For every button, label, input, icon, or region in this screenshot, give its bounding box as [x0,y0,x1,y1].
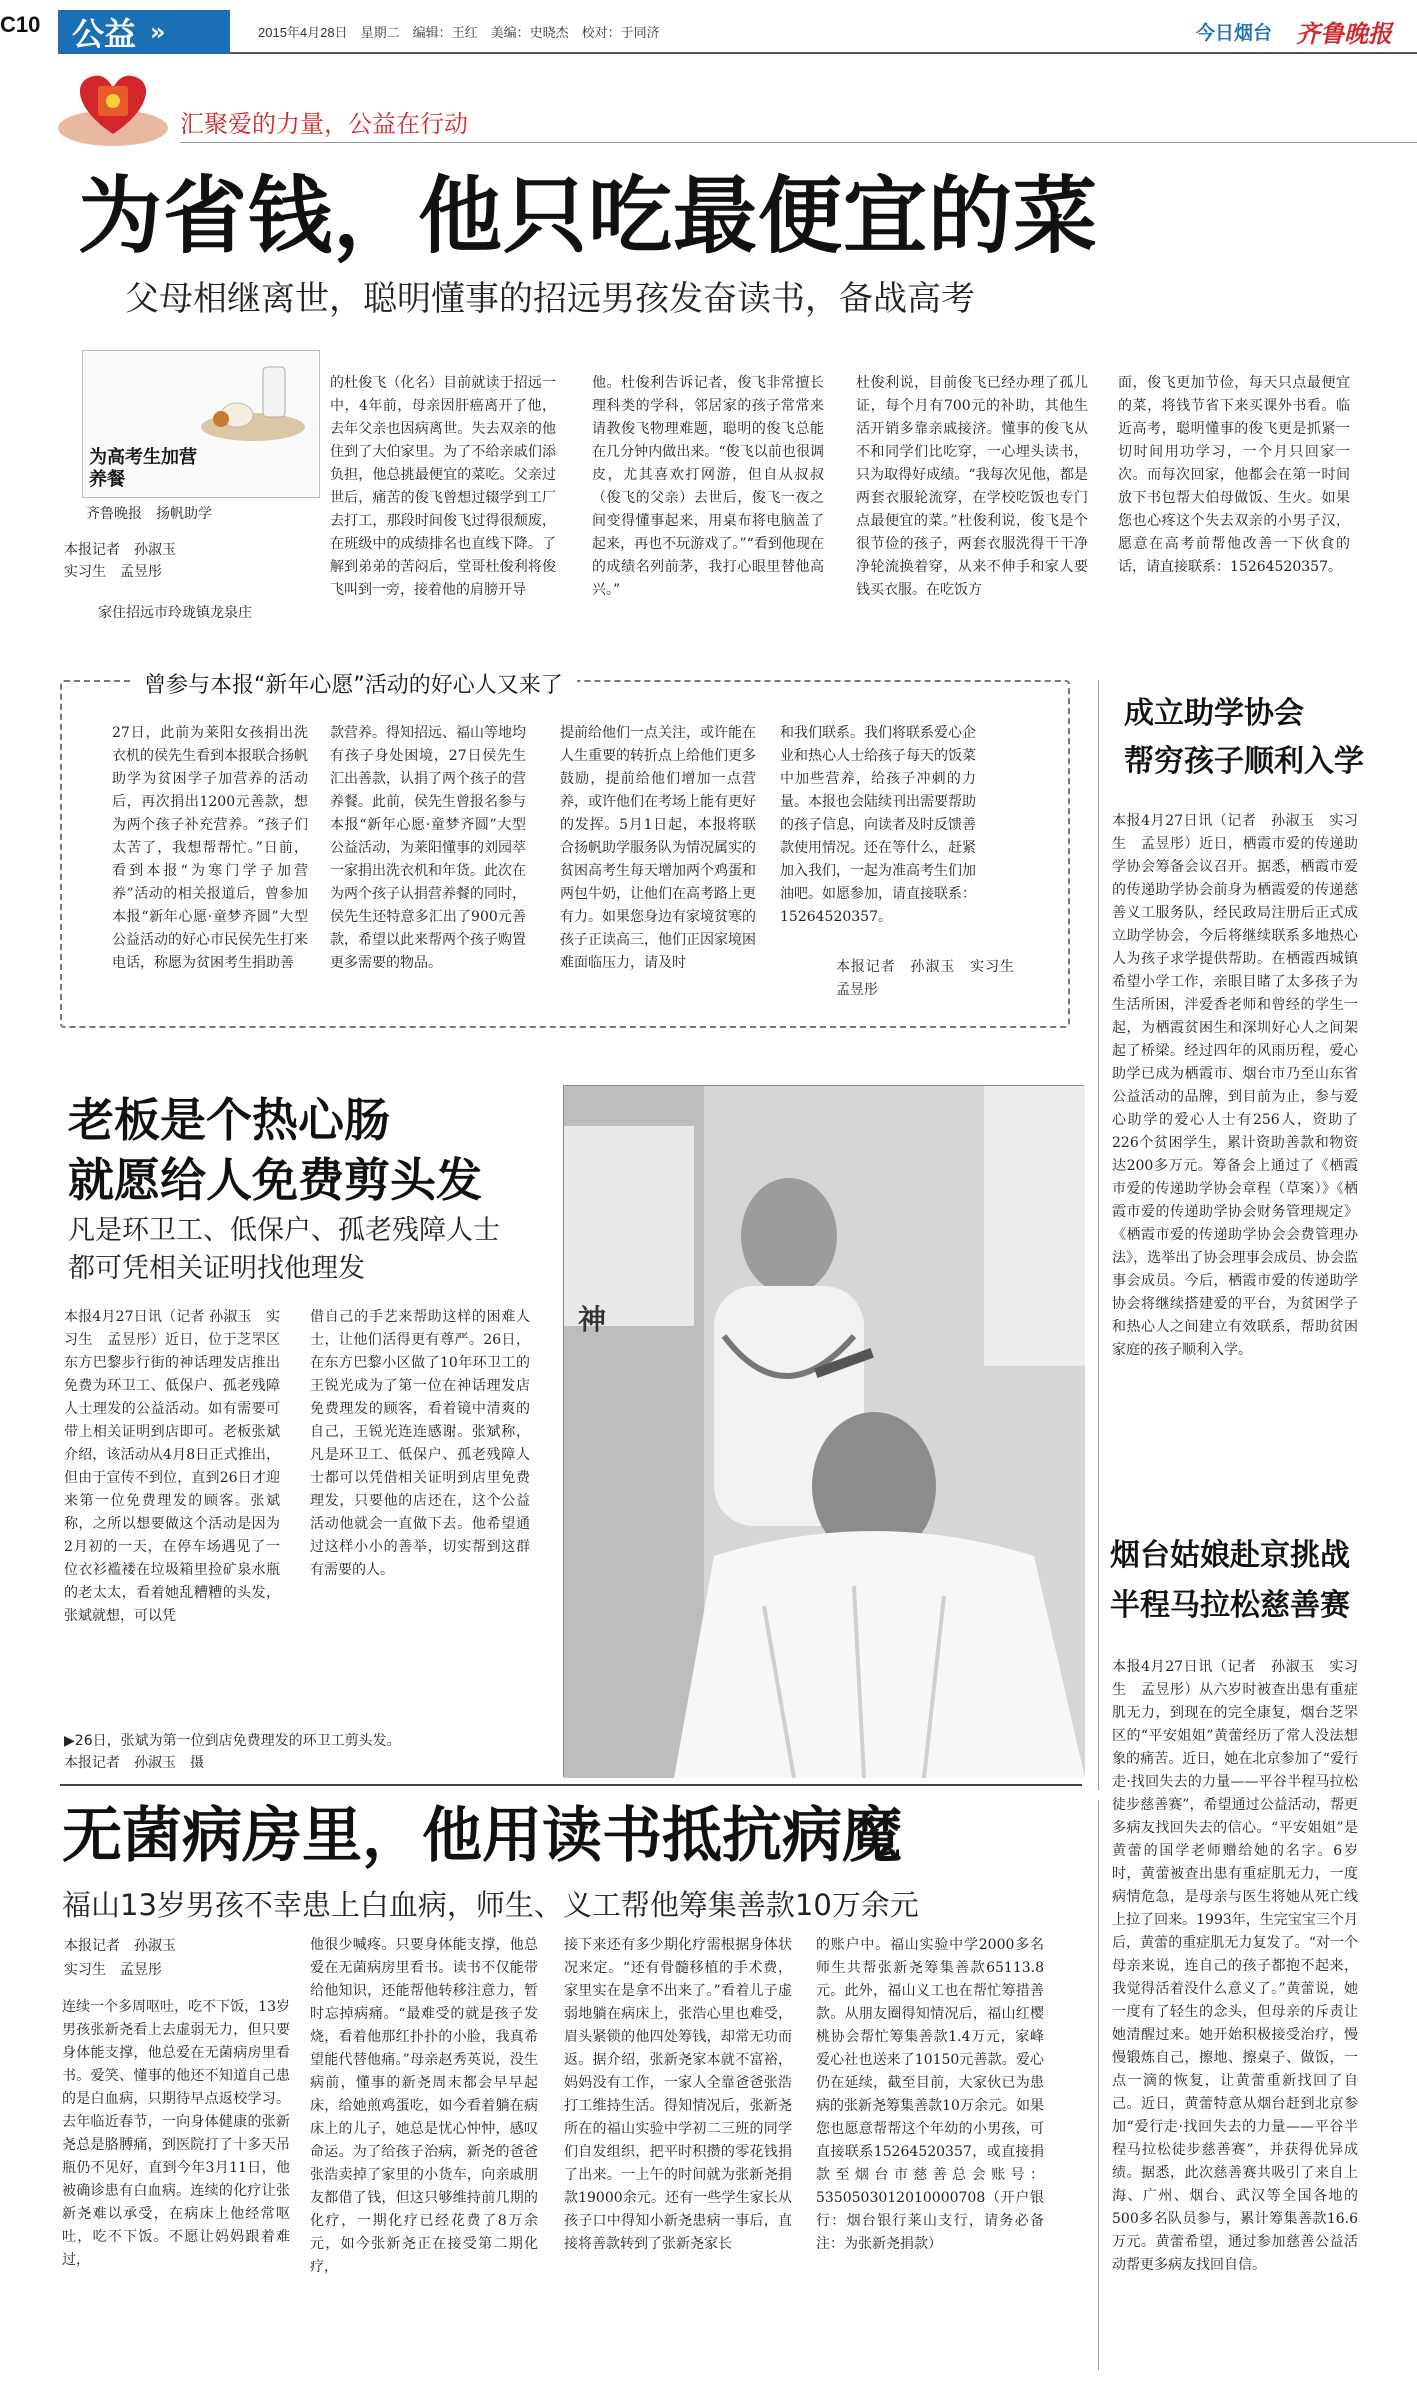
story6-col-4: 的账户中。福山实验中学2000多名师生共帮张新尧筹集善款65113.8元。此外，福山义工也在帮忙筹措善款。从朋友圈得知情况后，福山红樱桃协会帮忙筹集善款1.4万元，家峰爱心社也送来了10150元善款。爱心仍在延续，截至目前，大家伙已为患病的张新尧筹集善款10万余元。如果您也愿意帮帮这个年幼的小男孩，可直接联系15264520357，或直接捐款至烟台市慈善总会账号：5350503012010000708（开户银行：烟台银行莱山支行，请务必备注：为张新尧捐款） [816,1937,1044,2252]
section-label: 公益 [72,15,137,53]
paper-logo: 齐鲁晚报 [1296,19,1392,48]
story1-col-2: 他。杜俊利告诉记者，俊飞非常擅长理科类的学科，邻居家的孩子常常来请教俊飞物理难题，聪明的俊飞总能在几分钟内做出来。“俊飞以前也很调皮，尤其喜欢打网游，但自从叔叔（俊飞的父亲）去世后，俊飞一夜之间变得懂事起来，用桌布将电脑盖了起来，再也不玩游戏了。”“看到他现在的成绩名列前茅，我打心眼里替他高兴。” [592,375,824,598]
story5-headline-1: 烟台姑娘赴京挑战 [1110,1538,1350,1573]
story2-col-3: 提前给他们一点关注，或许能在人生重要的转折点上给他们更多鼓励，提前给他们增加一点营养，或许他们在考场上能有更好的发挥。5月1日起，本报将联合扬帆助学服务队为情况属实的贫困高考生每天增加两个鸡蛋和两包牛奶，让他们在高考路上更有力。如果您身边有家境贫寒的孩子正读高三，他们正因家境困难面临压力，请及时 [560,725,756,971]
nutrition-logo [82,350,320,498]
story3-subhead-2: 都可凭相关证明找他理发 [68,1253,365,1284]
slogan: 汇聚爱的力量，公益在行动 [180,110,468,138]
story6-headline: 无菌病房里，他用读书抵抗病魔 [62,1801,902,1871]
story5-headline-2: 半程马拉松慈善赛 [1110,1588,1350,1623]
story3-headline-2: 就愿给人免费剪头发 [68,1153,482,1207]
nutrition-logo-title: 为高考生加营养餐 [89,447,197,490]
chevron-right-icon: » [150,18,166,46]
photo-shop-sign: 神 [578,1303,607,1336]
story4-headline-2: 帮穷孩子顺利入学 [1124,744,1364,779]
story2-headline: 曾参与本报“新年心愿”活动的好心人又来了 [130,668,577,699]
nutrition-logo-sub: 齐鲁晚报 扬帆助学 [86,506,212,522]
story1-col-4: 面，俊飞更加节俭，每天只点最便宜的菜，将钱节省下来买课外书看。临近高考，聪明懂事的俊飞更是抓紧一切时间用功学习，一个月只回家一次。而每次回家，他都会在第一时间放下书包帮大伯母做饭、生火。如果您也心疼这个失去双亲的小男子汉，愿意在高考前帮他改善一下伙食的话，请直接联系：15264520357。 [1118,375,1350,575]
column-divider [1098,680,1099,1790]
story1-home: 家住招远市玲珑镇龙泉庄 [98,605,252,621]
triangle-right-icon: ▶ [64,1733,75,1749]
story4-body: 本报4月27日讯（记者 孙淑玉 实习生 孟昱彤）近日，栖霞市爱的传递助学协会筹备会议召开。据悉，栖霞市爱的传递助学协会前身为栖霞爱的传递慈善义工服务队，经民政局注册后正式成立助学协会，今后将继续联系多地热心人为孩子求学提供帮助。在栖霞西城镇希望小学工作，亲眼目睹了太多孩子为生活所困，泮爱香老师和曾经的学生一起，为栖霞贫困生和深圳好心人之间架起了桥梁。经过四年的风雨历程，爱心助学已成为栖霞市、烟台市乃至山东省公益活动的品牌，到目前为止，参与爱心助学的爱心人士有256人，资助了226个贫困学生，累计资助善款和物资达200多万元。筹备会上通过了《栖霞市爱的传递助学协会章程（草案）》《栖霞市爱的传递助学协会财务管理规定》《栖霞市爱的传递助学协会会费管理办法》，选举出了协会理事会成员、协会监事会成员。今后，栖霞市爱的传递助学协会将继续搭建爱的平台，为贫困学子和热心人之间建立有效联系，帮助贫困家庭的孩子顺利入学。 [1112,813,1358,1358]
story2-col-1: 27日，此前为莱阳女孩捐出洗衣机的侯先生看到本报联合扬帆助学为贫困学子加营养的活动后，再次捐出1200元善款，想为两个孩子补充营养。“孩子们太苦了，我想帮帮忙。”日前，看到本报“为寒门学子加营养”活动的相关报道后，曾参加本报“新年心愿·童梦齐圆”大型公益活动的好心市民侯先生打来电话，称愿为贫困考生捐助善 [112,725,308,971]
header-rule [230,52,1417,54]
story2-col-2: 款营养。得知招远、福山等地均有孩子身处困境，27日侯先生汇出善款，认捐了两个孩子的营养餐。此前，侯先生曾报名参与本报“新年心愿·童梦齐圆”大型公益活动，为莱阳懂事的刘园萃一家捐出洗衣机和年货。此次在为两个孩子认捐营养餐的同时，侯先生还特意多汇出了900元善款，希望以此来帮两个孩子购置更多需要的物品。 [330,725,526,971]
section-tab [58,10,230,54]
date-line: 2015年4月28日 星期二 编辑：王红 美编：史晓杰 校对：于同济 [258,25,660,40]
story2-col-4: 和我们联系。我们将联系爱心企业和热心人士给孩子每天的饭菜中加些营养，给孩子冲刺的力量。本报也会陆续刊出需要帮助的孩子信息，向读者及时反馈善款使用情况。还在等什么，赶紧加入我们，一起为准高考生们加油吧。如愿参加，请直接联系：15264520357。 [780,725,976,925]
story1-col-3: 杜俊利说，目前俊飞已经办理了孤儿证，每个月有700元的补助，其他生活开销多靠亲戚接济。懂事的俊飞从不和同学们比吃穿，一心埋头读书，只为取得好成绩。“我每次见他，都是两套衣服轮流穿，在学校吃饭也专门点最便宜的菜。”杜俊利说，俊飞是个很节俭的孩子，两套衣服洗得干干净净轮流换着穿，从来不伸手和家人要钱买衣服。在吃饭方 [856,375,1088,598]
story6-col-3: 接下来还有多少期化疗需根据身体状况来定。“还有骨髓移植的手术费，家里实在是拿不出来了。”看着儿子虚弱地躺在病床上，张浩心里也难受，眉头紧锁的他四处筹钱，却常无功而返。据介绍，张新尧家本就不富裕，妈妈没有工作，一家人全靠爸爸张浩打工维持生活。得知情况后，张新尧所在的福山实验中学初二三班的同学们自发组织，把平时积攒的零花钱捐了出来。一上午的时间就为张新尧捐款19000余元。还有一些学生家长从孩子口中得知小新尧患病一事后，直接将善款转到了张新尧家长 [564,1937,792,2252]
story4-headline-1: 成立助学协会 [1124,696,1304,731]
story1-intern: 实习生 孟昱彤 [64,564,162,580]
right-column-divider-bottom [1098,1800,1099,2370]
paper-name-left: 今日烟台 [1196,22,1273,44]
page-number: C10 [0,12,41,37]
slogan-rule [180,142,1417,143]
story3-headline-1: 老板是个热心肠 [68,1093,390,1147]
photo-caption [64,1730,564,1774]
story6-intern: 实习生 孟昱彤 [64,1962,162,1978]
food-icon [193,357,313,447]
story1-reporter: 本报记者 孙淑玉 [64,542,176,558]
story6-subhead: 福山13岁男孩不幸患上白血病，师生、义工帮他筹集善款10万余元 [62,1888,919,1922]
barber-photo [563,1085,1084,1777]
story6-col-2: 他很少喊疼。只要身体能支撑，他总爱在无菌病房里看书。读书不仅能带给他知识，还能帮他转移注意力，暂时忘掉病痛。“最难受的就是孩子发烧，看着他那红扑扑的小脸，我真希望能代替他痛。”母亲赵秀英说，没生病前，懂事的新尧周末都会早早起床，给她煎鸡蛋吃，如今看着躺在病床上的儿子，她总是忧心忡忡，感叹命运。为了给孩子治病，新尧的爸爸张浩卖掉了家里的小货车，向亲戚朋友都借了钱，但这只够维持前几期的化疗，一期化疗已经花费了8万余元，如今张新尧正在接受第二期化疗， [310,1937,538,2275]
story5-body: 本报4月27日讯（记者 孙淑玉 实习生 孟昱彤）从六岁时被查出患有重症肌无力，到现在的完全康复，烟台芝罘区的“平安姐姐”黄蕾经历了常人没法想象的痛苦。近日，她在北京参加了“爱行走·找回失去的力量——平谷半程马拉松徒步慈善赛”，希望通过公益活动，帮更多病友找回失去的信心。“平安姐姐”是黄蕾的国学老师赠给她的名字。6岁时，黄蕾被查出患有重症肌无力，一度病情危急，是母亲与医生将她从死亡线上拉了回来。1993年，生完宝宝三个月后，黄蕾的重症肌无力复发了。“对一个母亲来说，连自己的孩子都抱不起来，我觉得活着没什么意义了。”黄蕾说，她一度有了轻生的念头，但母亲的斥责让她清醒过来。她开始积极接受治疗，慢慢锻炼自己，擦地、擦桌子、做饭，一点一滴的恢复，让黄蕾重新找回了自己。近日，黄蕾特意从烟台赶到北京参加“爱行走·找回失去的力量——平谷半程马拉松徒步慈善赛”，并获得优异成绩。据悉，此次慈善赛共吸引了来自上海、广州、烟台、武汉等全国各地的500多名队员参与，累计筹集善款16.6万元。黄蕾希望，通过参加慈善公益活动帮更多病友找回自信。 [1112,1659,1358,2273]
story3-subhead-1: 凡是环卫工、低保户、孤老残障人士 [68,1215,500,1246]
story6-col-1: 连续一个多周呕吐，吃不下饭，13岁男孩张新尧看上去虚弱无力，但只要身体能支撑，他总爱在无菌病房里看书。爱笑、懂事的他还不知道自己患的是白血病，只期待早点返校学习。去年临近春节，一向身体健康的张新尧总是胳膊痛，到医院打了十多天吊瓶仍不见好，直到今年3月11日，他被确诊患有白血病。连续的化疗让张新尧难以承受，在病床上他经常呕吐，吃不下饭。不愿让妈妈跟着难过， [62,1999,290,2268]
story3-bottom-rule [60,1784,1082,1786]
story1-subhead: 父母相继离世，聪明懂事的招远男孩发奋读书，备战高考 [125,279,975,319]
story1-col-1: 的杜俊飞（化名）目前就读于招远一中，4年前，母亲因肝癌离开了他，去年父亲也因病离世。失去双亲的他住到了大伯家里。为了不给亲戚们添负担，他总挑最便宜的菜吃。父亲过世后，痛苦的俊飞曾想过辍学到工厂去打工，那段时间俊飞过得很颓废，在班级中的成绩排名也直线下降。了解到弟弟的苦闷后，堂哥杜俊利将俊飞叫到一旁，接着他的肩膀开导 [330,375,556,598]
story6-reporter: 本报记者 孙淑玉 [64,1938,176,1954]
photo-credit: 本报记者 孙淑玉 摄 [64,1755,204,1771]
story2-byline: 本报记者 孙淑玉 实习生 孟昱彤 [836,959,1028,998]
header-emblem [54,56,172,148]
caption-text: 26日，张斌为第一位到店免费理发的环卫工剪头发。 [74,1733,401,1749]
story3-col-2: 借自己的手艺来帮助这样的困难人士，让他们活得更有尊严。26日，在东方巴黎小区做了10年环卫工的王锐光成为了第一位在神话理发店免费理发的顾客，看着镜中清爽的自己，王锐光连连感谢。张斌称，凡是环卫工、低保户、孤老残障人士都可以凭借相关证明到店里免费理发，只要他的店还在，这个公益活动他就会一直做下去。他希望通过这样小小的善举，切实帮到这群有需要的人。 [310,1309,530,1578]
story1-headline: 为省钱，他只吃最便宜的菜 [78,167,1099,265]
story3-col-1: 本报4月27日讯（记者 孙淑玉 实习生 孟昱彤）近日，位于芝罘区东方巴黎步行街的神话理发店推出免费为环卫工、低保户、孤老残障人士理发的公益活动。如有需要可带上相关证明到店即可。老板张斌介绍，该活动从4月8日正式推出，但由于宣传不到位，直到26日才迎来第一位免费理发的顾客。张斌称，之所以想要做这个活动是因为2月初的一天，在停车场遇见了一位衣衫褴褛在垃圾箱里捡矿泉水瓶的老太太，看着她乱糟糟的头发，张斌就想，可以凭 [64,1309,280,1624]
